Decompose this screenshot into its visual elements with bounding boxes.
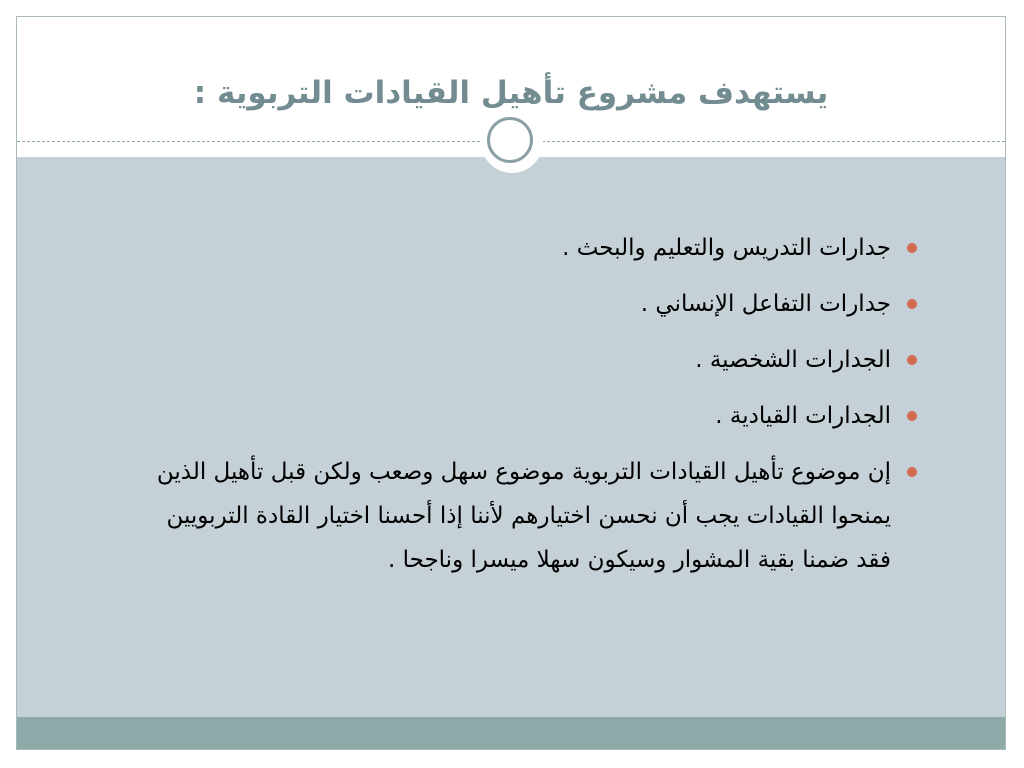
bullet-text: جدارات التدريس والتعليم والبحث . [562,235,891,261]
bullet-item [129,226,919,270]
bullet-dot-icon [907,243,917,253]
bullet-dot-icon [907,411,917,421]
bullet-text: الجدارات القيادية . [715,403,891,429]
footer-band [17,717,1005,750]
bullet-item [129,450,919,582]
bullet-list [129,226,919,594]
bullet-item [129,282,919,326]
bullet-text: جدارات التفاعل الإنساني . [640,291,891,317]
bullet-text: إن موضوع تأهيل القيادات التربوية موضوع سهل وصعب ولكن قبل تأهيل الذين يمنحوا القيادات يجب أن نحسن اختيارهم لأننا إذا أحسنا اختيار القادة التربويين فقد ضمنا بقية المشوار وسيكون سهلا ميسرا وناجحا . [156,459,891,573]
bullet-dot-icon [907,467,917,477]
bullet-dot-icon [907,299,917,309]
divider-circle-ring [487,117,533,163]
bullet-item [129,338,919,382]
bullet-item [129,394,919,438]
bullet-text: الجدارات الشخصية . [695,347,891,373]
slide-title: يستهدف مشروع تأهيل القيادات التربوية : [193,75,829,111]
bullet-dot-icon [907,355,917,365]
